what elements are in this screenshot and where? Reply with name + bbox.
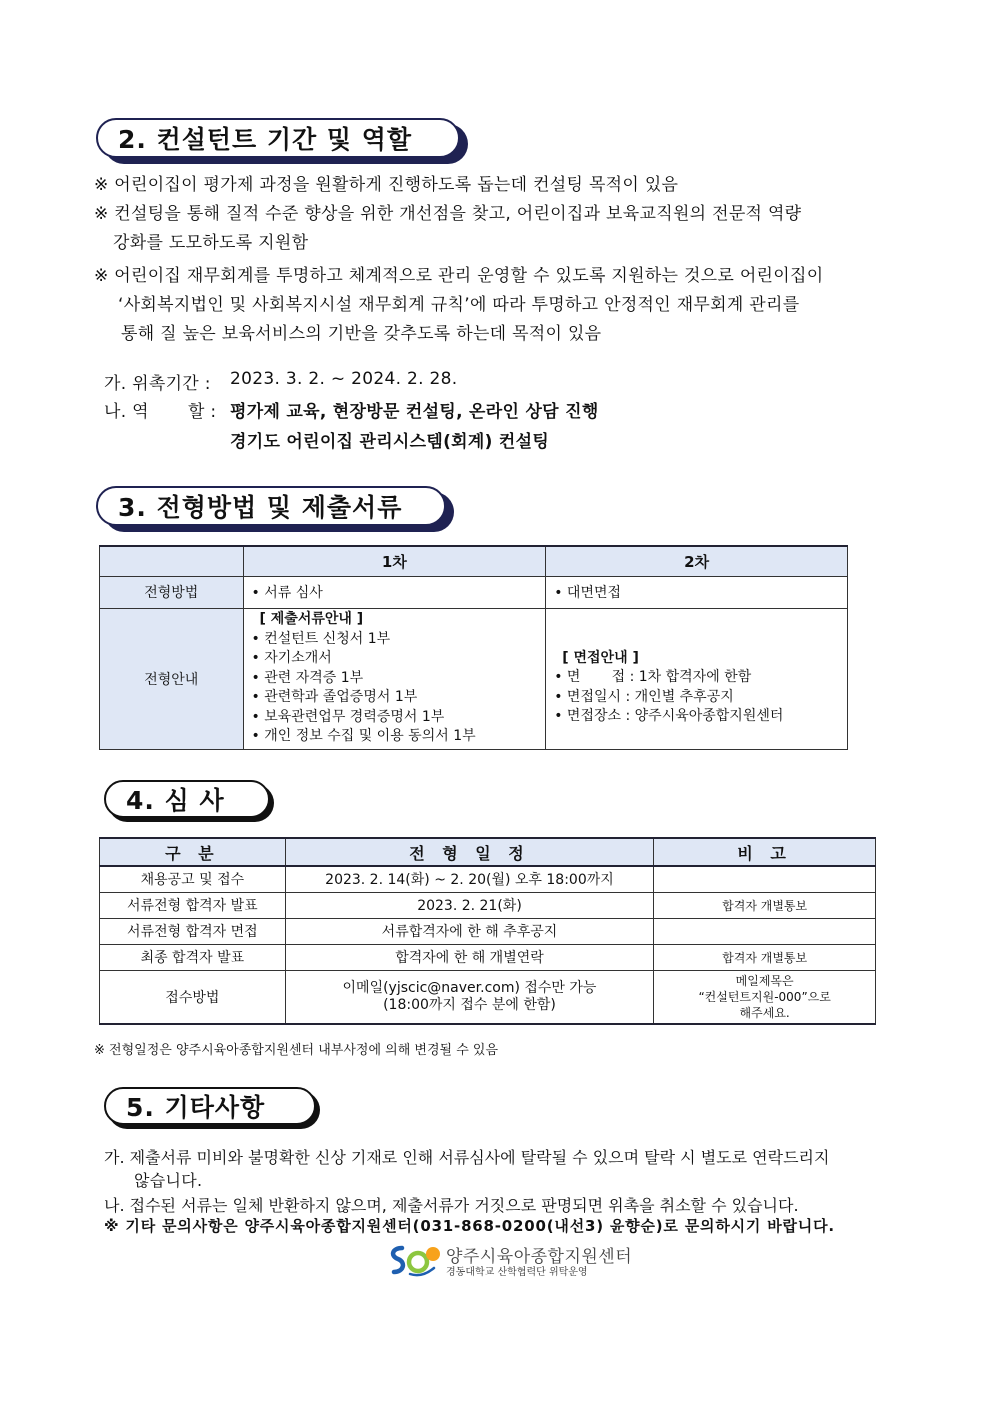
schedule-footnote: ※ 전형일정은 양주시육아종합지원센터 내부사정에 의해 변경될 수 있음: [94, 1043, 499, 1058]
interview-list: [546, 608, 848, 749]
section-2-title: [96, 118, 460, 158]
col-header-schedule: 전 형 일 정: [285, 838, 654, 866]
role-value-1: 평가제 교육, 현장방문 컨설팅, 온라인 상담 진행: [230, 402, 599, 422]
etc-contact-line: ※ 기타 문의사항은 양주시육아종합지원센터(031-868-0200(내선3) 윤향순)로 문의하시기 바랍니다.: [104, 1217, 835, 1235]
role-label-suffix: 할 :: [188, 402, 217, 422]
section-2-title-text: 2. 컨설턴트 기간 및 역할: [96, 118, 460, 158]
col-header-category: 구 분: [100, 838, 286, 866]
row-note: [654, 866, 876, 892]
table-row: [100, 918, 876, 944]
table-row: [100, 970, 876, 1024]
section-5-title-text: 5. 기타사항: [104, 1087, 316, 1125]
mail-subject-note-3: 해주세요.: [739, 1005, 790, 1020]
row-header-guide: 전형안내: [100, 608, 244, 749]
row-schedule: [285, 970, 654, 1024]
section-2-note-2b: 강화를 도모하도록 지원함: [113, 233, 309, 253]
period-value: 2023. 3. 2. ~ 2024. 2. 28.: [230, 369, 458, 389]
documents-title: [ 제출서류안내 ]: [259, 611, 364, 628]
period-label: 가. 위촉기간 :: [104, 374, 211, 394]
center-logo-name: 양주시육아종합지원센터: [446, 1247, 633, 1267]
row-note: 합격자 개별통보: [654, 944, 876, 970]
row-label: 서류전형 합격자 발표: [100, 892, 286, 918]
row-schedule: 합격자에 한 해 개별연락: [285, 944, 654, 970]
col-header-round-2: 2차: [546, 546, 848, 576]
row-schedule: 2023. 2. 21(화): [285, 892, 654, 918]
col-header-round-1: 1차: [243, 546, 546, 576]
row-schedule: 2023. 2. 14(화) ~ 2. 20(월) 오후 18:00까지: [285, 866, 654, 892]
mail-subject-note-1: 메일제목은: [735, 973, 794, 988]
row-schedule: 서류합격자에 한 해 추후공지: [285, 918, 654, 944]
role-label: 나. 역: [104, 402, 149, 422]
row-header-method: 전형방법: [100, 576, 244, 608]
document-item: • 개인 정보 수집 및 이용 동의서 1부: [251, 728, 476, 745]
row-label: 접수방법: [100, 970, 286, 1024]
section-4-title: [104, 780, 270, 818]
email-info: 이메일(yjscic@naver.com) 접수만 가능: [342, 979, 597, 996]
document-item: • 컨설턴트 신청서 1부: [251, 630, 391, 647]
interview-item: • 면접장소 : 양주시육아종합지원센터: [554, 708, 784, 724]
selection-method-table: [99, 545, 848, 750]
section-2-note-3c: 통해 질 높은 보육서비스의 기반을 갖추도록 하는데 목적이 있음: [121, 324, 602, 344]
table-row: [100, 944, 876, 970]
row-label: 최종 합격자 발표: [100, 944, 286, 970]
document-item: • 보육관련업무 경력증명서 1부: [251, 708, 445, 725]
center-logo: [388, 1242, 633, 1278]
etc-line-2: 나. 접수된 서류는 일체 반환하지 않으며, 제출서류가 거짓으로 판명되면 위촉을 취소할 수 있습니다.: [104, 1196, 799, 1215]
col-header-remarks: 비 고: [654, 838, 876, 866]
section-3-title-text: 3. 전형방법 및 제출서류: [96, 486, 446, 526]
document-item: • 관련학과 졸업증명서 1부: [251, 689, 418, 706]
interview-item: • 면접일시 : 개인별 추후공지: [554, 688, 734, 705]
row-label: 서류전형 합격자 면접: [100, 918, 286, 944]
review-schedule-table: [99, 837, 876, 1025]
etc-line-1b: 않습니다.: [134, 1171, 203, 1190]
email-deadline: (18:00까지 접수 분에 한함): [383, 996, 556, 1013]
center-logo-subtitle: 경동대학교 산학협력단 위탁운영: [446, 1267, 588, 1278]
section-2-note-2: ※ 컨설팅을 통해 질적 수준 향상을 위한 개선점을 찾고, 어린이집과 보육교직원의 전문적 역량: [94, 204, 802, 224]
table-row: [100, 892, 876, 918]
row-note: [654, 970, 876, 1024]
interview-title: [ 면접안내 ]: [562, 649, 639, 666]
table-row: [100, 866, 876, 892]
interview-item: • 면 접 : 1차 합격자에 한함: [554, 669, 752, 685]
row-note: [654, 918, 876, 944]
document-item: • 자기소개서: [251, 650, 332, 667]
section-2-note-3: ※ 어린이집 재무회계를 투명하고 체계적으로 관리 운영할 수 있도록 지원하는 것으로 어린이집이: [94, 266, 824, 286]
role-value-2: 경기도 어린이집 관리시스템(회계) 컨설팅: [230, 432, 550, 452]
documents-list: [243, 608, 546, 749]
document-item: • 관련 자격증 1부: [251, 669, 364, 686]
row-label: 채용공고 및 접수: [100, 866, 286, 892]
section-2-note-1: ※ 어린이집이 평가제 과정을 원활하게 진행하도록 돕는데 컨설팅 목적이 있음: [94, 175, 679, 195]
etc-line-1: 가. 제출서류 미비와 불명확한 신상 기재로 인해 서류심사에 탈락될 수 있으며 탈락 시 별도로 연락드리지: [104, 1148, 830, 1167]
section-3-title: [96, 486, 446, 526]
method-round-1: • 서류 심사: [243, 576, 546, 608]
section-2-note-3b: ‘사회복지법인 및 사회복지시설 재무회계 규칙’에 따라 투명하고 안정적인 재무회계 관리를: [118, 295, 800, 315]
mail-subject-note-2: “컨설턴트지원-000”으로: [698, 989, 831, 1004]
section-4-title-text: 4. 심 사: [104, 780, 270, 818]
row-note: 합격자 개별통보: [654, 892, 876, 918]
section-5-title: [104, 1087, 316, 1125]
center-logo-icon: [388, 1242, 442, 1278]
method-round-2: • 대면면접: [546, 576, 848, 608]
